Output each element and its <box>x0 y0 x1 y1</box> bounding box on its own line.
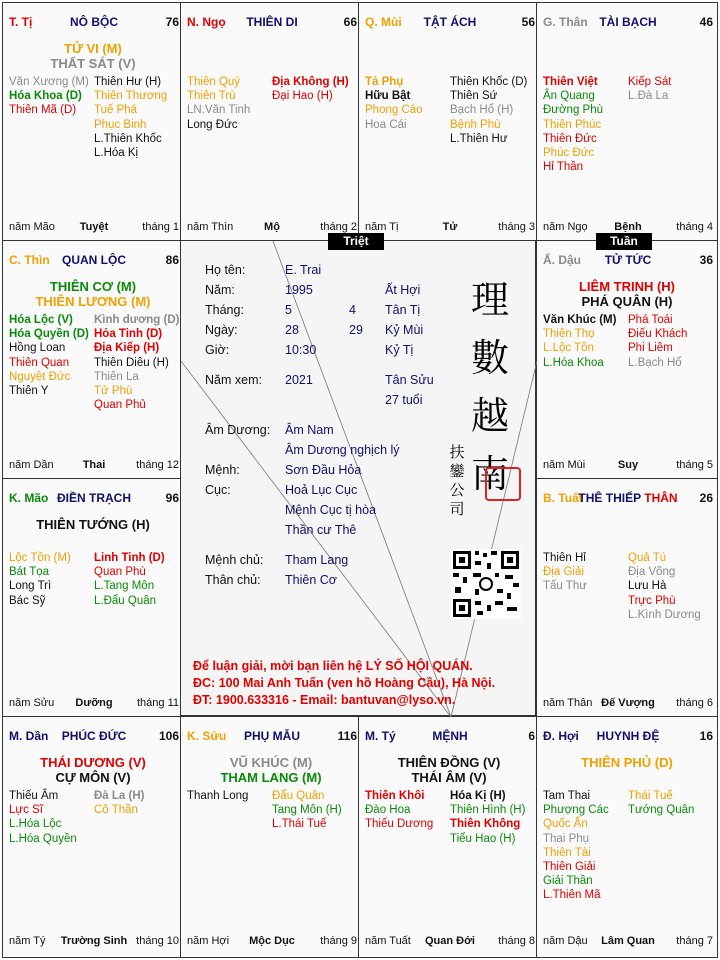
footer-year: năm Ngọ <box>543 221 588 233</box>
main-stars <box>359 755 539 785</box>
star-column-left <box>9 313 94 398</box>
minor-star: Thiên Việt <box>543 76 598 88</box>
than-chu-value: Thiên Cơ <box>285 573 337 587</box>
minor-star: Đường Phù <box>543 104 603 117</box>
minor-star: L.Hóa Kị <box>94 147 139 160</box>
footer-month: tháng 1 <box>142 221 179 233</box>
footer-year: năm Mùi <box>543 459 586 471</box>
minor-star: Cô Thần <box>94 804 138 817</box>
minor-star: Tử Phù <box>94 385 133 398</box>
palace-name: QUAN LỘC <box>62 253 126 267</box>
contact-line-1: Để luận giải, mời bạn liên hệ LÝ SỐ HỘI QUÁN. <box>193 659 473 673</box>
star-column-left <box>9 75 94 118</box>
palace-cell-ngo[interactable] <box>180 2 362 244</box>
footer-month: tháng 12 <box>136 459 179 471</box>
minor-star: Ân Quang <box>543 90 595 103</box>
minor-star: Thiên Quan <box>9 356 70 369</box>
minor-star: Thiên Giải <box>543 861 596 874</box>
main-star: CỰ MÔN (V) <box>55 770 131 785</box>
tuan-badge: Tuần <box>596 233 652 250</box>
menh-value: Sơn Đầu Hỏa <box>285 463 362 477</box>
minor-star: Địa Võng <box>628 566 676 579</box>
nam-xem-can-chi: Tân Sửu <box>385 373 434 387</box>
main-star: THÁI DƯƠNG (V) <box>40 755 146 770</box>
gio-can-chi: Kỷ Tị <box>385 343 414 357</box>
palace-cell-ti[interactable] <box>2 2 184 244</box>
palace-header <box>543 491 713 507</box>
tuoi-value: 27 tuổi <box>385 393 423 407</box>
star-column-left <box>365 789 450 832</box>
star-column-right <box>94 789 179 817</box>
star-column-right <box>94 75 179 160</box>
palace-cell-suu[interactable] <box>180 716 362 958</box>
minor-star: Bệnh Phù <box>450 118 501 131</box>
minor-star: Quốc Ấn <box>543 818 588 831</box>
palace-name: TỬ TỨC <box>604 253 652 267</box>
palace-number: 6 <box>528 729 535 743</box>
minor-star: Phục Binh <box>94 118 147 131</box>
footer-stage: Tử <box>442 221 458 233</box>
star-column-right <box>450 789 535 846</box>
minor-star: Thiên Không <box>450 818 521 831</box>
footer-month: tháng 7 <box>676 935 713 947</box>
minor-star: Địa Kiếp (H) <box>94 342 160 355</box>
minor-star: Tướng Quân <box>628 804 695 817</box>
star-column-left <box>187 789 272 803</box>
star-column-left <box>9 789 94 846</box>
main-star: THẤT SÁT (V) <box>50 56 136 71</box>
minor-star: Thiên Hình (H) <box>450 804 526 817</box>
minor-star: Thiên Quý <box>187 76 241 88</box>
star-column-left <box>543 313 628 370</box>
minor-star: L.Thiên Khốc <box>94 132 162 145</box>
star-column-left <box>187 75 272 132</box>
palace-cell-hoi[interactable] <box>536 716 718 958</box>
palace-header <box>9 253 179 269</box>
footer-year: năm Mão <box>9 221 55 233</box>
star-column-right <box>628 75 713 103</box>
minor-star: Thai Phụ <box>543 832 590 845</box>
footer-month: tháng 11 <box>136 697 179 709</box>
palace-footer <box>9 935 179 949</box>
main-star: TỬ VI (M) <box>64 41 122 56</box>
main-star: THÁI ÂM (V) <box>411 770 487 785</box>
palace-branch: N. Ngọ <box>187 15 226 29</box>
footer-stage: Mộc Dục <box>249 935 295 947</box>
footer-stage: Quan Đới <box>425 935 475 947</box>
minor-star: L.Thái Tuế <box>272 818 327 831</box>
palace-name: ĐIỀN TRẠCH <box>57 491 131 505</box>
minor-star: L.Đẩu Quân <box>94 594 157 607</box>
minor-star: Thiên La <box>94 370 139 383</box>
star-column-right <box>628 313 713 370</box>
minor-star: Lưu Hà <box>628 580 667 593</box>
seal-char: 越 <box>470 394 509 438</box>
minor-star: Thiên Hư (H) <box>94 76 162 88</box>
minor-star: Quan Phủ <box>94 399 146 412</box>
footer-year: năm Thìn <box>187 221 234 233</box>
minor-star: Hóa Kị (H) <box>450 790 506 802</box>
minor-star: Thiên Diêu (H) <box>94 356 169 369</box>
minor-star: Thiên Mã (D) <box>9 104 77 117</box>
minor-star: Thiên Phúc <box>543 118 602 131</box>
minor-star: Văn Xương (M) <box>9 76 89 88</box>
palace-cell-dan[interactable] <box>2 716 184 958</box>
palace-number: 36 <box>699 253 713 267</box>
minor-star: Thiên Thọ <box>543 328 595 341</box>
palace-branch: T. Tị <box>9 15 33 29</box>
thang-can-chi: Tân Tị <box>385 303 421 317</box>
footer-year: năm Hợi <box>187 935 230 947</box>
palace-footer <box>543 935 713 949</box>
palace-number: 56 <box>521 15 535 29</box>
palace-header <box>187 729 357 745</box>
palace-footer <box>9 221 179 235</box>
red-stamp-icon <box>485 467 521 501</box>
minor-star: Thiên Khốc (D) <box>450 76 528 88</box>
main-star: THAM LANG (M) <box>220 770 322 785</box>
palace-name: PHỤ MẪU <box>244 729 300 743</box>
minor-star: Thanh Long <box>187 790 249 802</box>
minor-star: Đào Hoa <box>365 804 411 817</box>
palace-header <box>543 15 713 31</box>
palace-branch: K. Mão <box>9 491 49 505</box>
cuc-label: Cục: <box>205 483 231 497</box>
minor-star: Hữu Bật <box>365 90 411 103</box>
nam-value: 1995 <box>285 283 313 297</box>
contact-line-2: ĐC: 100 Mai Anh Tuấn (ven hồ Hoàng Cầu), Hà Nội. <box>193 676 496 690</box>
minor-star: Lực Sĩ <box>9 804 43 817</box>
footer-year: năm Thân <box>543 697 593 709</box>
footer-stage: Bệnh <box>614 221 642 233</box>
star-column-right <box>94 551 179 608</box>
minor-star: Phượng Các <box>543 804 609 817</box>
footer-stage: Dưỡng <box>75 697 113 709</box>
minor-star: Tả Phụ <box>365 76 404 88</box>
minor-star: Bạch Hổ (H) <box>450 104 514 117</box>
minor-star: Thiên Đức <box>543 132 597 145</box>
footer-month: tháng 6 <box>676 697 713 709</box>
minor-star: Bác Sỹ <box>9 594 46 607</box>
footer-stage: Tuyệt <box>79 221 109 233</box>
star-column-left <box>543 789 628 903</box>
footer-month: tháng 10 <box>136 935 179 947</box>
minor-star: Tang Môn (H) <box>272 804 342 817</box>
minor-star: Thiên Hỉ <box>543 552 586 564</box>
minor-star: Giải Thần <box>543 875 593 888</box>
menh-label: Mệnh: <box>205 463 240 477</box>
menh-chu-label: Mệnh chủ: <box>205 553 264 567</box>
main-star: THIÊN CƠ (M) <box>49 279 137 294</box>
main-stars <box>3 41 183 71</box>
footer-year: năm Tý <box>9 935 46 947</box>
minor-star: L.Kình Dương <box>628 608 701 621</box>
palace-header <box>365 729 535 745</box>
palace-cell-tuat[interactable] <box>536 478 718 720</box>
minor-star: Phong Cáo <box>365 104 423 117</box>
footer-month: tháng 2 <box>320 221 357 233</box>
thang-am: 4 <box>349 303 356 317</box>
minor-star: Bát Tọa <box>9 566 50 579</box>
footer-year: năm Tuất <box>365 935 411 947</box>
nam-xem-label: Năm xem: <box>205 373 262 387</box>
minor-star: Kiếp Sát <box>628 76 672 88</box>
palace-footer <box>9 697 179 711</box>
palace-branch: Ấ. Dậu <box>543 253 582 267</box>
minor-star: L.Đà La <box>628 90 669 103</box>
ngay-can-chi: Kỷ Mùi <box>385 323 424 337</box>
palace-branch: Đ. Hợi <box>543 729 579 743</box>
palace-name: HUYNH ĐỆ <box>596 729 660 743</box>
main-stars <box>537 279 717 309</box>
cuc-note-1: Mệnh Cục tị hòa <box>285 503 377 517</box>
palace-number: 16 <box>699 729 713 743</box>
main-star: THIÊN TƯỚNG (H) <box>36 517 150 532</box>
footer-month: tháng 5 <box>676 459 713 471</box>
palace-footer <box>543 459 713 473</box>
thang-value: 5 <box>285 303 292 317</box>
palace-cell-mao[interactable] <box>2 478 184 720</box>
qr-code-icon[interactable] <box>451 549 521 619</box>
nam-xem-value: 2021 <box>285 373 313 387</box>
palace-header <box>543 729 713 745</box>
footer-stage: Mộ <box>264 221 280 233</box>
minor-star: Tấu Thư <box>543 580 587 593</box>
palace-name: MỆNH <box>432 729 468 743</box>
palace-header <box>543 253 713 269</box>
palace-number: 116 <box>337 729 357 743</box>
ngay-value: 28 <box>285 323 299 337</box>
palace-cell-dau[interactable] <box>536 240 718 482</box>
star-column-right <box>628 551 713 622</box>
center-info-panel <box>180 240 536 716</box>
footer-month: tháng 3 <box>498 221 535 233</box>
minor-star: Thiên Trù <box>187 90 236 103</box>
am-duong-note: Âm Dương nghịch lý <box>285 443 400 457</box>
palace-footer <box>543 697 713 711</box>
minor-star: Tam Thai <box>543 790 591 802</box>
palace-branch: M. Tý <box>365 729 396 743</box>
palace-header <box>9 15 179 31</box>
palace-footer <box>187 935 357 949</box>
minor-star: Hoa Cái <box>365 118 407 131</box>
ngay-label: Ngày: <box>205 323 238 337</box>
minor-star: Hóa Quyền (D) <box>9 328 89 341</box>
palace-footer <box>365 221 535 235</box>
star-column-left <box>9 551 94 608</box>
minor-star: Tiểu Hao (H) <box>450 832 516 845</box>
palace-number: 26 <box>699 491 713 505</box>
footer-stage: Lâm Quan <box>601 935 655 947</box>
footer-year: năm Tị <box>365 221 399 233</box>
am-duong-value: Âm Nam <box>285 423 334 437</box>
footer-month: tháng 9 <box>320 935 357 947</box>
palace-number: 46 <box>699 15 713 29</box>
menh-chu-value: Tham Lang <box>285 553 349 567</box>
footer-month: tháng 8 <box>498 935 535 947</box>
star-column-left <box>365 75 450 132</box>
main-star: PHÁ QUÂN (H) <box>581 294 673 309</box>
minor-star: Tuế Phá <box>94 104 138 117</box>
minor-star: LN.Văn Tinh <box>187 104 251 117</box>
am-duong-label: Âm Dương: <box>205 423 271 437</box>
main-stars <box>181 755 361 785</box>
minor-star: Phúc Đức <box>543 147 595 160</box>
minor-star: Phi Liêm <box>628 342 673 355</box>
footer-year: năm Dậu <box>543 935 588 947</box>
palace-cell-ty[interactable] <box>358 716 540 958</box>
minor-star: Hồng Loan <box>9 342 66 355</box>
main-stars <box>537 755 717 770</box>
palace-header <box>365 15 535 31</box>
palace-footer <box>365 935 535 949</box>
star-column-right <box>272 789 357 832</box>
minor-star: Địa Không (H) <box>272 76 349 88</box>
minor-star: Trực Phù <box>628 594 676 607</box>
minor-star: Thiên Khôi <box>365 790 425 802</box>
footer-month: tháng 4 <box>676 221 713 233</box>
main-stars <box>3 755 183 785</box>
minor-star: Phá Toái <box>628 314 673 326</box>
palace-footer <box>9 459 179 473</box>
minor-star: Quả Tú <box>628 552 667 564</box>
palace-branch: M. Dần <box>9 729 49 743</box>
footer-stage: Suy <box>617 459 639 471</box>
minor-star: Đà La (H) <box>94 790 145 802</box>
minor-star: Hỏa Tinh (D) <box>94 328 163 341</box>
palace-name: PHÚC ĐỨC <box>61 729 127 743</box>
minor-star: L.Hóa Lộc <box>9 818 62 831</box>
minor-star: L.Lộc Tồn <box>543 342 594 355</box>
minor-star: L.Hóa Quyền <box>9 832 77 845</box>
minor-star: Long Trì <box>9 580 52 593</box>
minor-star: Hỉ Thần <box>543 161 584 174</box>
palace-number: 76 <box>165 15 179 29</box>
main-stars <box>3 517 183 532</box>
minor-star: L.Thiên Mã <box>543 889 601 902</box>
ho-ten-value: E. Trai <box>285 263 322 277</box>
minor-star: Đẩu Quân <box>272 790 325 802</box>
palace-name: THÊ THIẾP THÂN <box>578 491 678 505</box>
star-column-right <box>94 313 179 412</box>
palace-number: 66 <box>343 15 357 29</box>
triet-badge: Triệt <box>328 233 384 250</box>
minor-star: L.Thiên Hư <box>450 132 508 145</box>
ngay-am: 29 <box>349 323 363 337</box>
cuc-note-2: Thần cư Thê <box>285 523 357 537</box>
palace-header <box>9 491 179 507</box>
footer-stage: Thai <box>82 459 106 471</box>
than-chu-label: Thân chủ: <box>205 573 261 587</box>
palace-branch: C. Thìn <box>9 253 50 267</box>
minor-star: Đại Hao (H) <box>272 90 333 103</box>
star-column-left <box>543 75 628 174</box>
palace-number: 86 <box>165 253 179 267</box>
palace-branch: K. Sửu <box>187 729 227 743</box>
seal-char: 數 <box>470 336 509 380</box>
minor-star: Địa Giải <box>543 566 584 579</box>
palace-cell-thin[interactable] <box>2 240 184 482</box>
main-star: LIÊM TRINH (H) <box>578 279 676 294</box>
minor-star: Văn Khúc (M) <box>543 314 617 326</box>
main-star: VŨ KHÚC (M) <box>229 755 313 770</box>
footer-year: năm Sửu <box>9 697 55 709</box>
minor-star: Thái Tuế <box>628 790 673 802</box>
minor-star: Thiên Thương <box>94 90 168 103</box>
palace-branch: B. Tuất <box>543 491 583 505</box>
palace-name: NÔ BỘC <box>70 15 118 29</box>
minor-star: Thiên Sứ <box>450 90 498 103</box>
minor-star: Lộc Tồn (M) <box>9 552 71 564</box>
seal-char: 理 <box>470 278 509 322</box>
star-column-right <box>272 75 357 103</box>
palace-number: 96 <box>165 491 179 505</box>
palace-cell-than[interactable] <box>536 2 718 244</box>
minor-star: Điếu Khách <box>628 328 688 341</box>
than-marker: THÂN <box>644 491 678 505</box>
gio-value: 10:30 <box>285 343 317 357</box>
star-column-right <box>628 789 713 817</box>
palace-branch: Q. Mùi <box>365 15 402 29</box>
palace-name: TẬT ÁCH <box>423 15 477 29</box>
nam-can-chi: Ất Hợi <box>385 283 421 297</box>
star-column-left <box>543 551 628 594</box>
minor-star: Quan Phù <box>94 566 146 579</box>
ho-ten-label: Họ tên: <box>205 263 246 277</box>
minor-star: L.Tang Môn <box>94 580 155 593</box>
main-star: THIÊN LƯƠNG (M) <box>35 294 151 309</box>
main-star: THIÊN ĐỒNG (V) <box>397 755 501 770</box>
star-column-right <box>450 75 535 146</box>
minor-star: Hóa Khoa (D) <box>9 90 82 103</box>
minor-star: Kình dương (D) <box>94 314 180 326</box>
palace-number: 106 <box>158 729 179 743</box>
palace-name: THIÊN DI <box>246 15 298 29</box>
gio-label: Giờ: <box>205 343 230 357</box>
seal-char: 南 <box>470 452 509 496</box>
contact-line-3[interactable]: ĐT: 1900.633316 - Email: bantuvan@lyso.vn. <box>193 693 456 707</box>
minor-star: L.Bạch Hổ <box>628 356 682 369</box>
palace-branch: G. Thân <box>543 15 588 29</box>
nam-label: Năm: <box>205 283 235 297</box>
palace-header <box>187 15 357 31</box>
minor-star: Thiên Y <box>9 385 49 398</box>
cuc-value: Hoả Lục Cục <box>285 483 358 497</box>
minor-star: Linh Tinh (D) <box>94 552 165 564</box>
footer-stage: Đế Vượng <box>601 697 655 709</box>
thang-label: Tháng: <box>205 303 244 317</box>
palace-name: TÀI BẠCH <box>599 15 657 29</box>
company-seal-text: 扶 鑾 公 司 <box>449 443 465 518</box>
minor-star: L.Hóa Khoa <box>543 356 604 369</box>
footer-year: năm Dần <box>9 459 54 471</box>
minor-star: Hóa Lộc (V) <box>9 314 73 326</box>
footer-stage: Trường Sinh <box>60 935 128 947</box>
main-star: THIÊN PHỦ (D) <box>581 755 673 770</box>
palace-header <box>9 729 179 745</box>
minor-star: Thiếu Âm <box>9 790 59 802</box>
minor-star: Thiếu Dương <box>365 818 434 831</box>
minor-star: Nguyệt Đức <box>9 370 71 383</box>
minor-star: Thiên Tài <box>543 846 591 859</box>
main-stars <box>3 279 183 309</box>
palace-cell-mui[interactable] <box>358 2 540 244</box>
minor-star: Long Đức <box>187 118 238 131</box>
